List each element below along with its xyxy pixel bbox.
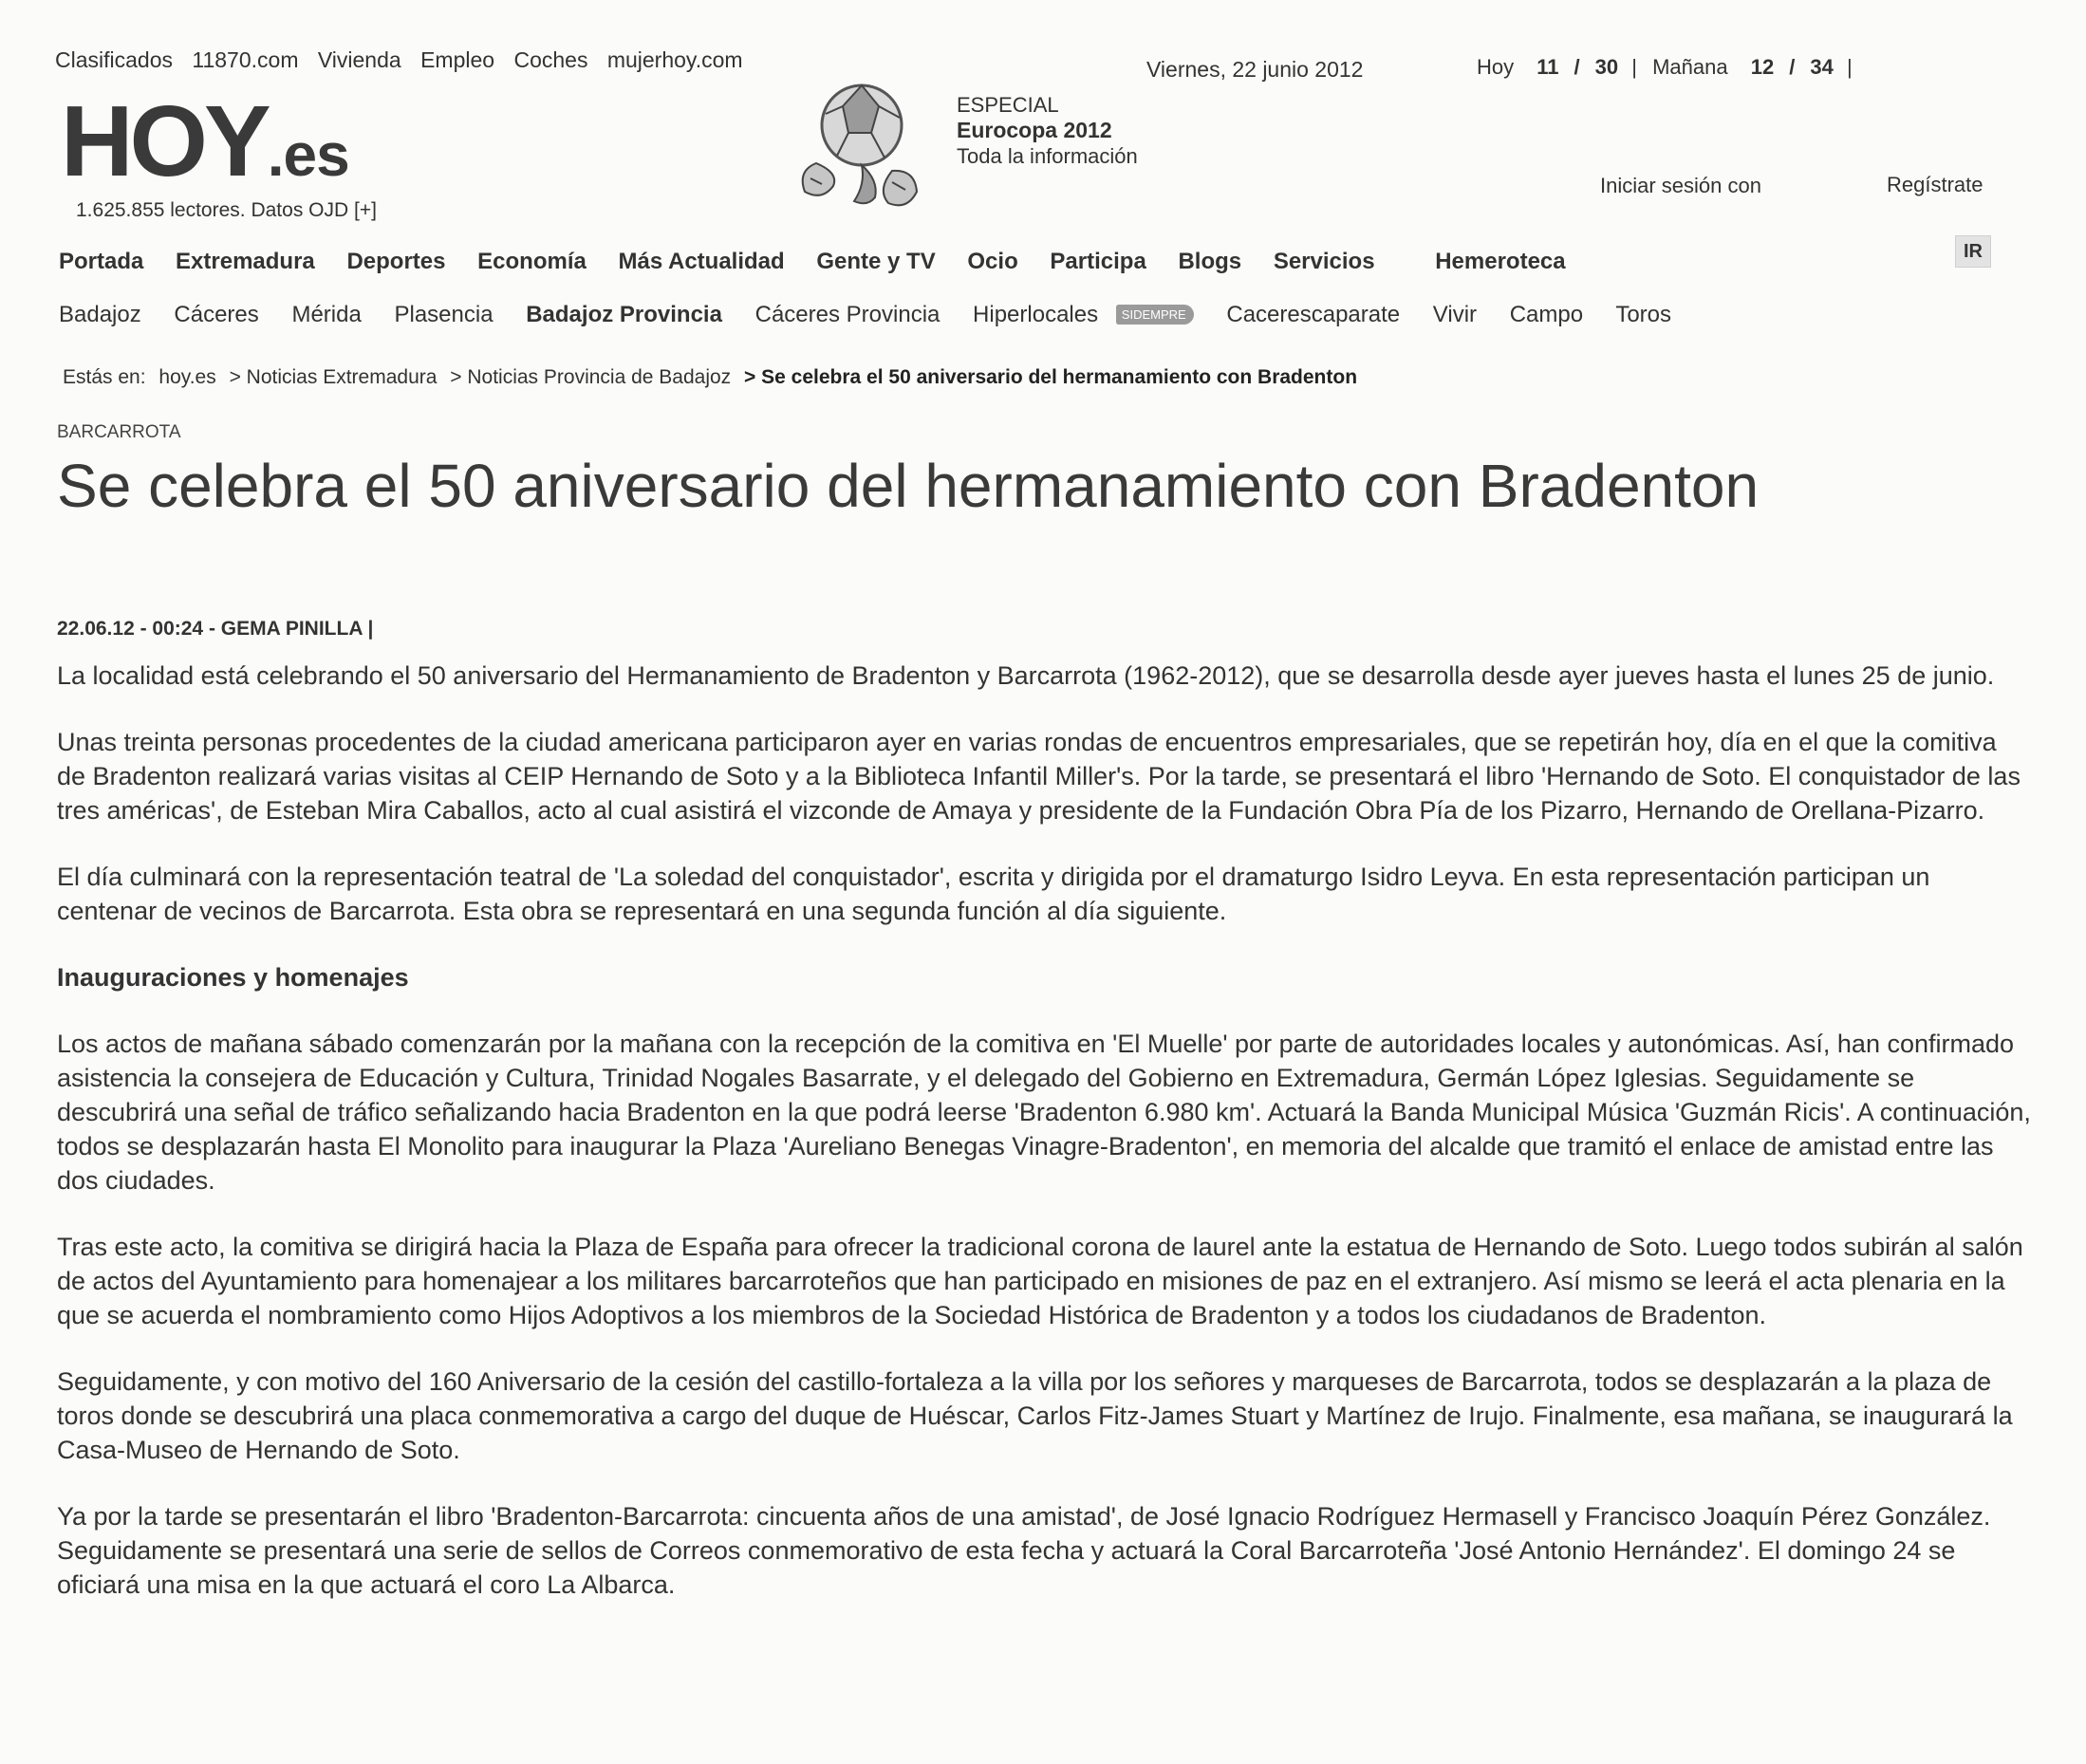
- weather-sep: /: [1789, 55, 1796, 79]
- article-title: Se celebra el 50 aniversario del hermanamiento con Bradenton: [57, 452, 1760, 520]
- logo-main: HOY: [61, 85, 268, 197]
- weather-widget[interactable]: [1477, 55, 1862, 80]
- top-link-empleo[interactable]: Empleo: [420, 47, 495, 72]
- top-link-11870[interactable]: 11870.com: [192, 47, 299, 72]
- nav-deportes[interactable]: Deportes: [346, 249, 446, 274]
- subnav-badajoz[interactable]: Badajoz: [59, 302, 141, 327]
- breadcrumb-item-noticias-badajoz[interactable]: > Noticias Provincia de Badajoz: [450, 366, 732, 388]
- site-logo[interactable]: [61, 85, 349, 197]
- weather-tomorrow-min: 12: [1750, 55, 1775, 79]
- weather-tomorrow-max: 34: [1810, 55, 1834, 79]
- article-paragraph: El día culminará con la representación teatral de 'La soledad del conquistador', escrita y dirigida por el dramaturgo Isidro Leyva. En esta representación participan un centenar de vecinos de Barcarrota. Esta obra se representará en una segunda función al día siguiente.: [57, 863, 1930, 925]
- subnav-plasencia[interactable]: Plasencia: [394, 302, 494, 327]
- nav-economia[interactable]: Economía: [477, 249, 587, 274]
- subnav-cacerescaparate[interactable]: Cacerescaparate: [1226, 302, 1401, 327]
- ir-button[interactable]: IR: [1955, 235, 1991, 268]
- nav-extremadura[interactable]: Extremadura: [176, 249, 315, 274]
- article-paragraph: Ya por la tarde se presentarán el libro 'Bradenton-Barcarrota: cincuenta años de una amistad', de José Ignacio Rodríguez Hermasell y Francisco Joaquín Pérez González. Seguidamente se presentará una serie de sellos de Correos conmemorativo de esta fecha y actuará la Coral Barcarroteña 'José Antonio Hernández'. El domingo 24 se oficiará una misa en la que actuará el coro La Albarca.: [57, 1502, 1991, 1599]
- weather-sep: /: [1574, 55, 1580, 79]
- main-nav: [59, 249, 1592, 275]
- subnav-caceres-provincia[interactable]: Cáceres Provincia: [754, 302, 941, 327]
- nav-participa[interactable]: Participa: [1050, 249, 1146, 274]
- subnav-badajoz-provincia[interactable]: Badajoz Provincia: [526, 302, 722, 327]
- weather-today-max: 30: [1594, 55, 1619, 79]
- eurocopa-promo[interactable]: [957, 92, 1138, 169]
- article-paragraph: Tras este acto, la comitiva se dirigirá hacia la Plaza de España para ofrecer la tradicional corona de laurel ante la estatua de Hernando de Soto. Luego todos subirán al salón de actos del Ayuntamiento para homenajear a los militares barcarroteños que han participado en misiones de paz en el extranjero. Así mismo se leerá el acta plenaria en la que se acuerda el nombramiento como Hijos Adoptivos a los miembros de la Sociedad Histórica de Bradenton y a todos los ciudadanos de Bradenton.: [57, 1233, 2023, 1329]
- nav-portada[interactable]: Portada: [59, 249, 144, 274]
- breadcrumb-item-hoy[interactable]: hoy.es: [158, 366, 216, 388]
- subnav-campo[interactable]: Campo: [1509, 302, 1584, 327]
- article-section: BARCARROTA: [57, 422, 181, 442]
- top-link-coches[interactable]: Coches: [513, 47, 588, 72]
- nav-blogs[interactable]: Blogs: [1178, 249, 1242, 274]
- article-paragraph: Unas treinta personas procedentes de la ciudad americana participaron ayer en varias rondas de encuentros empresariales, que se repetirán hoy, día en el que la comitiva de Bradenton realizará varias visitas al CEIP Hernando de Soto y a la Biblioteca Infantil Miller's. Por la tarde, se presentará el libro 'Hernando de Soto. El conquistador de las tres américas', de Esteban Mira Caballos, acto al cual asistirá el vizconde de Amaya y presidente de la Fundación Obra Pía de los Pizarro, Hernando de Orellana-Pizarro.: [57, 728, 2021, 825]
- login-link[interactable]: Iniciar sesión con: [1600, 174, 1761, 197]
- top-link-mujerhoy[interactable]: mujerhoy.com: [606, 47, 743, 72]
- weather-bar: |: [1846, 55, 1853, 79]
- nav-hemeroteca[interactable]: Hemeroteca: [1435, 249, 1566, 274]
- article-body: [57, 659, 2031, 1634]
- top-link-vivienda[interactable]: Vivienda: [317, 47, 401, 72]
- nav-ocio[interactable]: Ocio: [967, 249, 1018, 274]
- eurocopa-logo-icon[interactable]: [788, 76, 930, 218]
- article-paragraph: Los actos de mañana sábado comenzarán por la mañana con la recepción de la comitiva en 'El Muelle' por parte de autoridades locales y autonómicas. Así, han confirmado asistencia la consejera de Educación y Cultura, Trinidad Nogales Basarrate, y el delegado del Gobierno en Extremadura, Germán López Iglesias. Seguidamente se descubrirá una señal de tráfico señalizando hacia Bradenton en la que podrá leerse 'Bradenton 6.980 km'. Actuará la Banda Municipal Música 'Guzmán Ricis'. A continuación, todos se desplazarán hasta El Monolito para inaugurar la Plaza 'Aureliano Benegas Vinagre-Bradenton', en memoria del alcalde que tramitó el enlace de amistad entre las dos ciudades.: [57, 1030, 2031, 1195]
- weather-today-min: 11: [1537, 55, 1559, 79]
- subnav-hiperlocales[interactable]: Hiperlocales: [973, 302, 1099, 327]
- breadcrumb-label: Estás en:: [63, 366, 146, 388]
- subnav-vivir[interactable]: Vivir: [1432, 302, 1478, 327]
- subnav-merida[interactable]: Mérida: [291, 302, 362, 327]
- sub-nav: [59, 302, 1698, 328]
- eurocopa-line2: Eurocopa 2012: [957, 118, 1112, 142]
- register-link[interactable]: Regístrate: [1887, 173, 1984, 196]
- subnav-badge[interactable]: SIDEMPRE: [1116, 305, 1194, 325]
- eurocopa-line1: ESPECIAL: [957, 93, 1059, 117]
- subnav-toros[interactable]: Toros: [1615, 302, 1671, 327]
- article-subheading: Inauguraciones y homenajes: [57, 963, 409, 992]
- readers-count[interactable]: 1.625.855 lectores. Datos OJD [+]: [76, 199, 377, 221]
- weather-tomorrow-label: Mañana: [1652, 55, 1728, 79]
- top-links: [55, 47, 756, 73]
- subnav-caceres[interactable]: Cáceres: [174, 302, 259, 327]
- top-link-clasificados[interactable]: Clasificados: [55, 47, 173, 72]
- nav-servicios[interactable]: Servicios: [1273, 249, 1375, 274]
- nav-mas-actualidad[interactable]: Más Actualidad: [618, 249, 785, 274]
- breadcrumb-current: > Se celebra el 50 aniversario del hermanamiento con Bradenton: [744, 366, 1358, 388]
- current-date: Viernes, 22 junio 2012: [1146, 57, 1364, 82]
- eurocopa-line3: Toda la información: [957, 144, 1138, 168]
- breadcrumb: [63, 366, 1357, 389]
- article-paragraph: Seguidamente, y con motivo del 160 Aniversario de la cesión del castillo-fortaleza a la villa por los señores y marqueses de Barcarrota, todos se desplazarán a la plaza de toros donde se descubrirá una placa conmemorativa a cargo del duque de Huéscar, Carlos Fitz-James Stuart y Martínez de Irujo. Finalmente, esa mañana, se inaugurará la Casa-Museo de Hernando de Soto.: [57, 1367, 2013, 1464]
- article-byline: 22.06.12 - 00:24 - GEMA PINILLA |: [57, 618, 374, 640]
- article-paragraph: La localidad está celebrando el 50 aniversario del Hermanamiento de Bradenton y Barcarrota (1962-2012), que se desarrolla desde ayer jueves hasta el lunes 25 de junio.: [57, 661, 1995, 690]
- weather-today-label: Hoy: [1477, 55, 1515, 79]
- weather-bar: |: [1631, 55, 1637, 79]
- logo-suffix: .es: [267, 121, 349, 189]
- breadcrumb-item-noticias-extremadura[interactable]: > Noticias Extremadura: [229, 366, 438, 388]
- nav-gente-tv[interactable]: Gente y TV: [816, 249, 936, 274]
